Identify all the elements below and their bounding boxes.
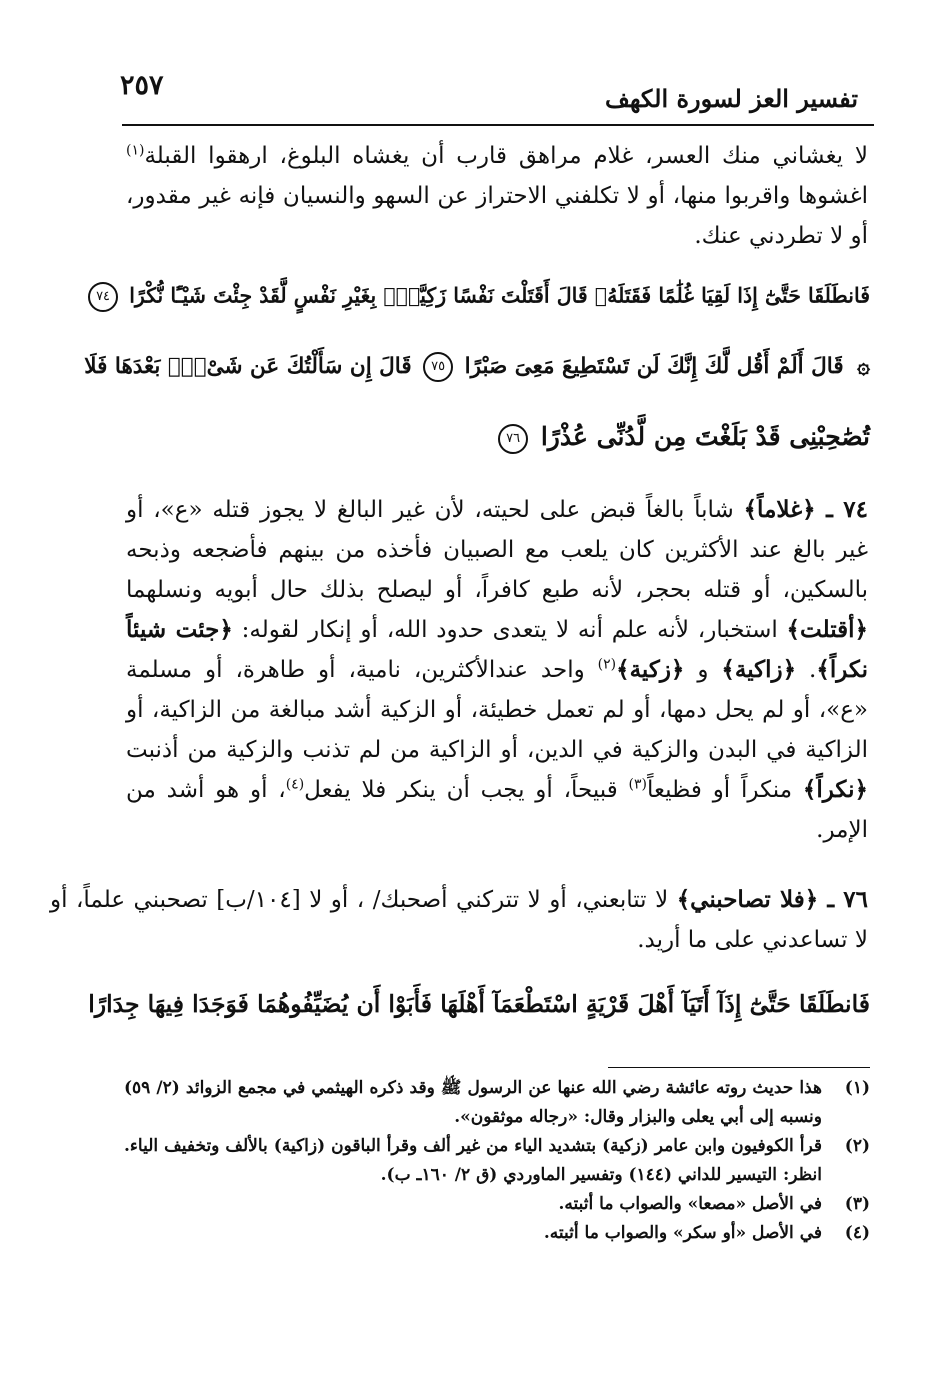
footnote-text: في الأصل «أو سكر» والصواب ما أثبته. — [543, 1223, 822, 1243]
ayah-number-74: ٧٤ — [88, 282, 118, 312]
para2-text-1: شاباً بالغاً قبض على لحيته، لأن غير البالغ لا يجوز قتله «ع»، أو غير بالغ عند الأكثرين كان يلعب مع الصبيان فأخذه من بينهم فأضجعه وذبحه بالسكين، أو قتله بحجر، لأنه طبع كافراً، أو ليصلح بذلك حال أبويه ونسلهما — [126, 497, 868, 603]
footnote-number: (٤) — [844, 1223, 870, 1243]
footnote-ref-3: (٣) — [628, 776, 647, 793]
quran-text-line-2: قَالَ أَلَمْ أَقُل لَّكَ إِنَّكَ لَن تَسْتَطِيعَ مَعِىَ صَبْرًا — [464, 354, 844, 379]
commentary-paragraph-74 — [126, 490, 868, 850]
footnote-3 — [124, 1190, 870, 1219]
quran-text-line-1: فَانطَلَقَا حَتَّىٰٓ إِذَا لَقِيَا غُلَٰمًا فَقَتَلَهُۥ قَالَ أَقَتَلْتَ نَفْسًا زَكِيَّةًۢ بِغَيْرِ نَفْسٍ لَّقَدْ جِئْتَ شَيْـًٔا نُّكْرًا — [129, 283, 870, 308]
quran-verse-line-2 — [84, 352, 870, 382]
para2-text-7: قبيحاً، أو يجب أن ينكر فلا يفعل — [304, 777, 629, 803]
hizb-star-icon: ۞ — [857, 353, 870, 379]
footnote-ref-1: (١) — [126, 142, 145, 159]
keyword-nukran: ﴿نكراً﴾ — [802, 776, 868, 803]
quran-verse-line-3 — [494, 422, 870, 454]
quran-verse-line-4 — [88, 990, 870, 1018]
quran-text-line-3: تُصَٰحِبْنِى قَدْ بَلَغْتَ مِن لَّدُنِّى عُذْرًا — [540, 422, 870, 451]
page-number: ٢٥٧ — [120, 70, 164, 101]
para3-text-1: لا تتابعني، أو لا تتركني أصحبك/ ، أو لا — [300, 887, 677, 913]
quran-text-line-4: فَانطَلَقَا حَتَّىٰٓ إِذَآ أَتَيَآ أَهْلَ قَرْيَةٍ اسْتَطْعَمَآ أَهْلَهَا فَأَبَوْا أَن يُضَيِّفُوهُمَا فَوَجَدَا فِيهَا جِدَارًا — [88, 990, 870, 1018]
quran-text-line-2b: قَالَ إِن سَأَلْتُكَ عَن شَىْءٍۭ بَعْدَهَا فَلَا — [84, 354, 412, 379]
para3-text-2: تصحبني علماً، أو لا تساعدني على ما أريد. — [50, 887, 868, 953]
footnote-text: في الأصل «مصعا» والصواب ما أثبته. — [558, 1194, 822, 1214]
footnote-number: (٣) — [844, 1194, 870, 1214]
para2-text-4: و — [684, 657, 722, 683]
para2-text-5: واحد عندالأكثرين، نامية، أو طاهرة، أو مسلمة «ع»، أو لم يحل دمها، أو لم تعمل خطيئة، أو الزكية أشد مبالغة من الزاكية، أو الزاكية في البدن والزكية في الدين، أو الزاكية من لم تذنب والزكية من أذنبت — [126, 657, 868, 763]
footnote-text: قرأ الكوفيون وابن عامر (زكية) بتشديد الياء من غير ألف وقرأ الباقون (زاكية) بالألف وتخفيف الياء. انظر: التيسير للداني (١٤٤) وتفسير الماوردي (ق ٢/ ١٦٠ـ ب). — [124, 1136, 822, 1185]
footnote-rule — [608, 1067, 870, 1068]
commentary-paragraph-76 — [50, 880, 868, 960]
quran-verse-line-1 — [84, 282, 870, 312]
footnote-number: (١) — [844, 1078, 870, 1098]
footnote-1 — [124, 1074, 870, 1132]
running-header-title: تفسير العز لسورة الكهف — [604, 84, 858, 113]
keyword-zakiya-1: ﴿زاكية﴾ — [721, 656, 797, 683]
para1-text-b: اغشوها واقربوا منها، أو لا تكلفني الاحتراز عن السهو والنسيان فإنه غير مقدور، أو لا تطردني عنك. — [126, 183, 868, 249]
footnote-number: (٢) — [844, 1136, 870, 1156]
para2-text-3: . — [796, 657, 817, 683]
footnote-ref-2: (٢) — [597, 656, 617, 673]
ayah-number-75: ٧٥ — [423, 352, 453, 382]
para2-text-6: منكراً أو فظيعاً — [647, 777, 803, 803]
para1-text-a: لا يغشاني منك العسر، غلام مراهق قارب أن يغشاه البلوغ، ارهقوا القبلة — [144, 143, 868, 169]
footnote-4 — [124, 1219, 870, 1248]
footnote-2 — [124, 1132, 870, 1190]
para2-text-8: ، أو هو أشد من الإمر. — [126, 777, 868, 843]
header-rule — [122, 124, 874, 126]
para2-text-2: استخبار، لأنه علم أنه لا يتعدى حدود الله، أو إنكار لقوله: — [232, 617, 787, 643]
keyword-aqatalta: ﴿أقتلت﴾ — [786, 616, 868, 643]
ayah-number-76: ٧٦ — [498, 424, 528, 454]
footnote-ref-4: (٤) — [285, 776, 305, 793]
footnotes — [124, 1074, 870, 1248]
commentary-paragraph-1 — [126, 136, 868, 256]
keyword-jita-shayan: ﴿جئت شيئاً نكراً﴾ — [126, 616, 869, 683]
footnote-text: هذا حديث روته عائشة رضي الله عنها عن الرسول ﷺ وقد ذكره الهيثمي في مجمع الزوائد (٢/ ٥٩) ونسبه إلى أبي يعلى والبزار وقال: «رجاله موثقون». — [124, 1078, 822, 1127]
manuscript-folio-ref: [١٠٤/ب] — [216, 887, 301, 913]
verse-74-lead: ٧٤ ـ ﴿غلاماً﴾ — [743, 496, 868, 523]
keyword-zakiya-2: ﴿زكية﴾ — [616, 656, 685, 683]
verse-76-lead: ٧٦ ـ ﴿فلا تصاحبني﴾ — [676, 886, 868, 913]
